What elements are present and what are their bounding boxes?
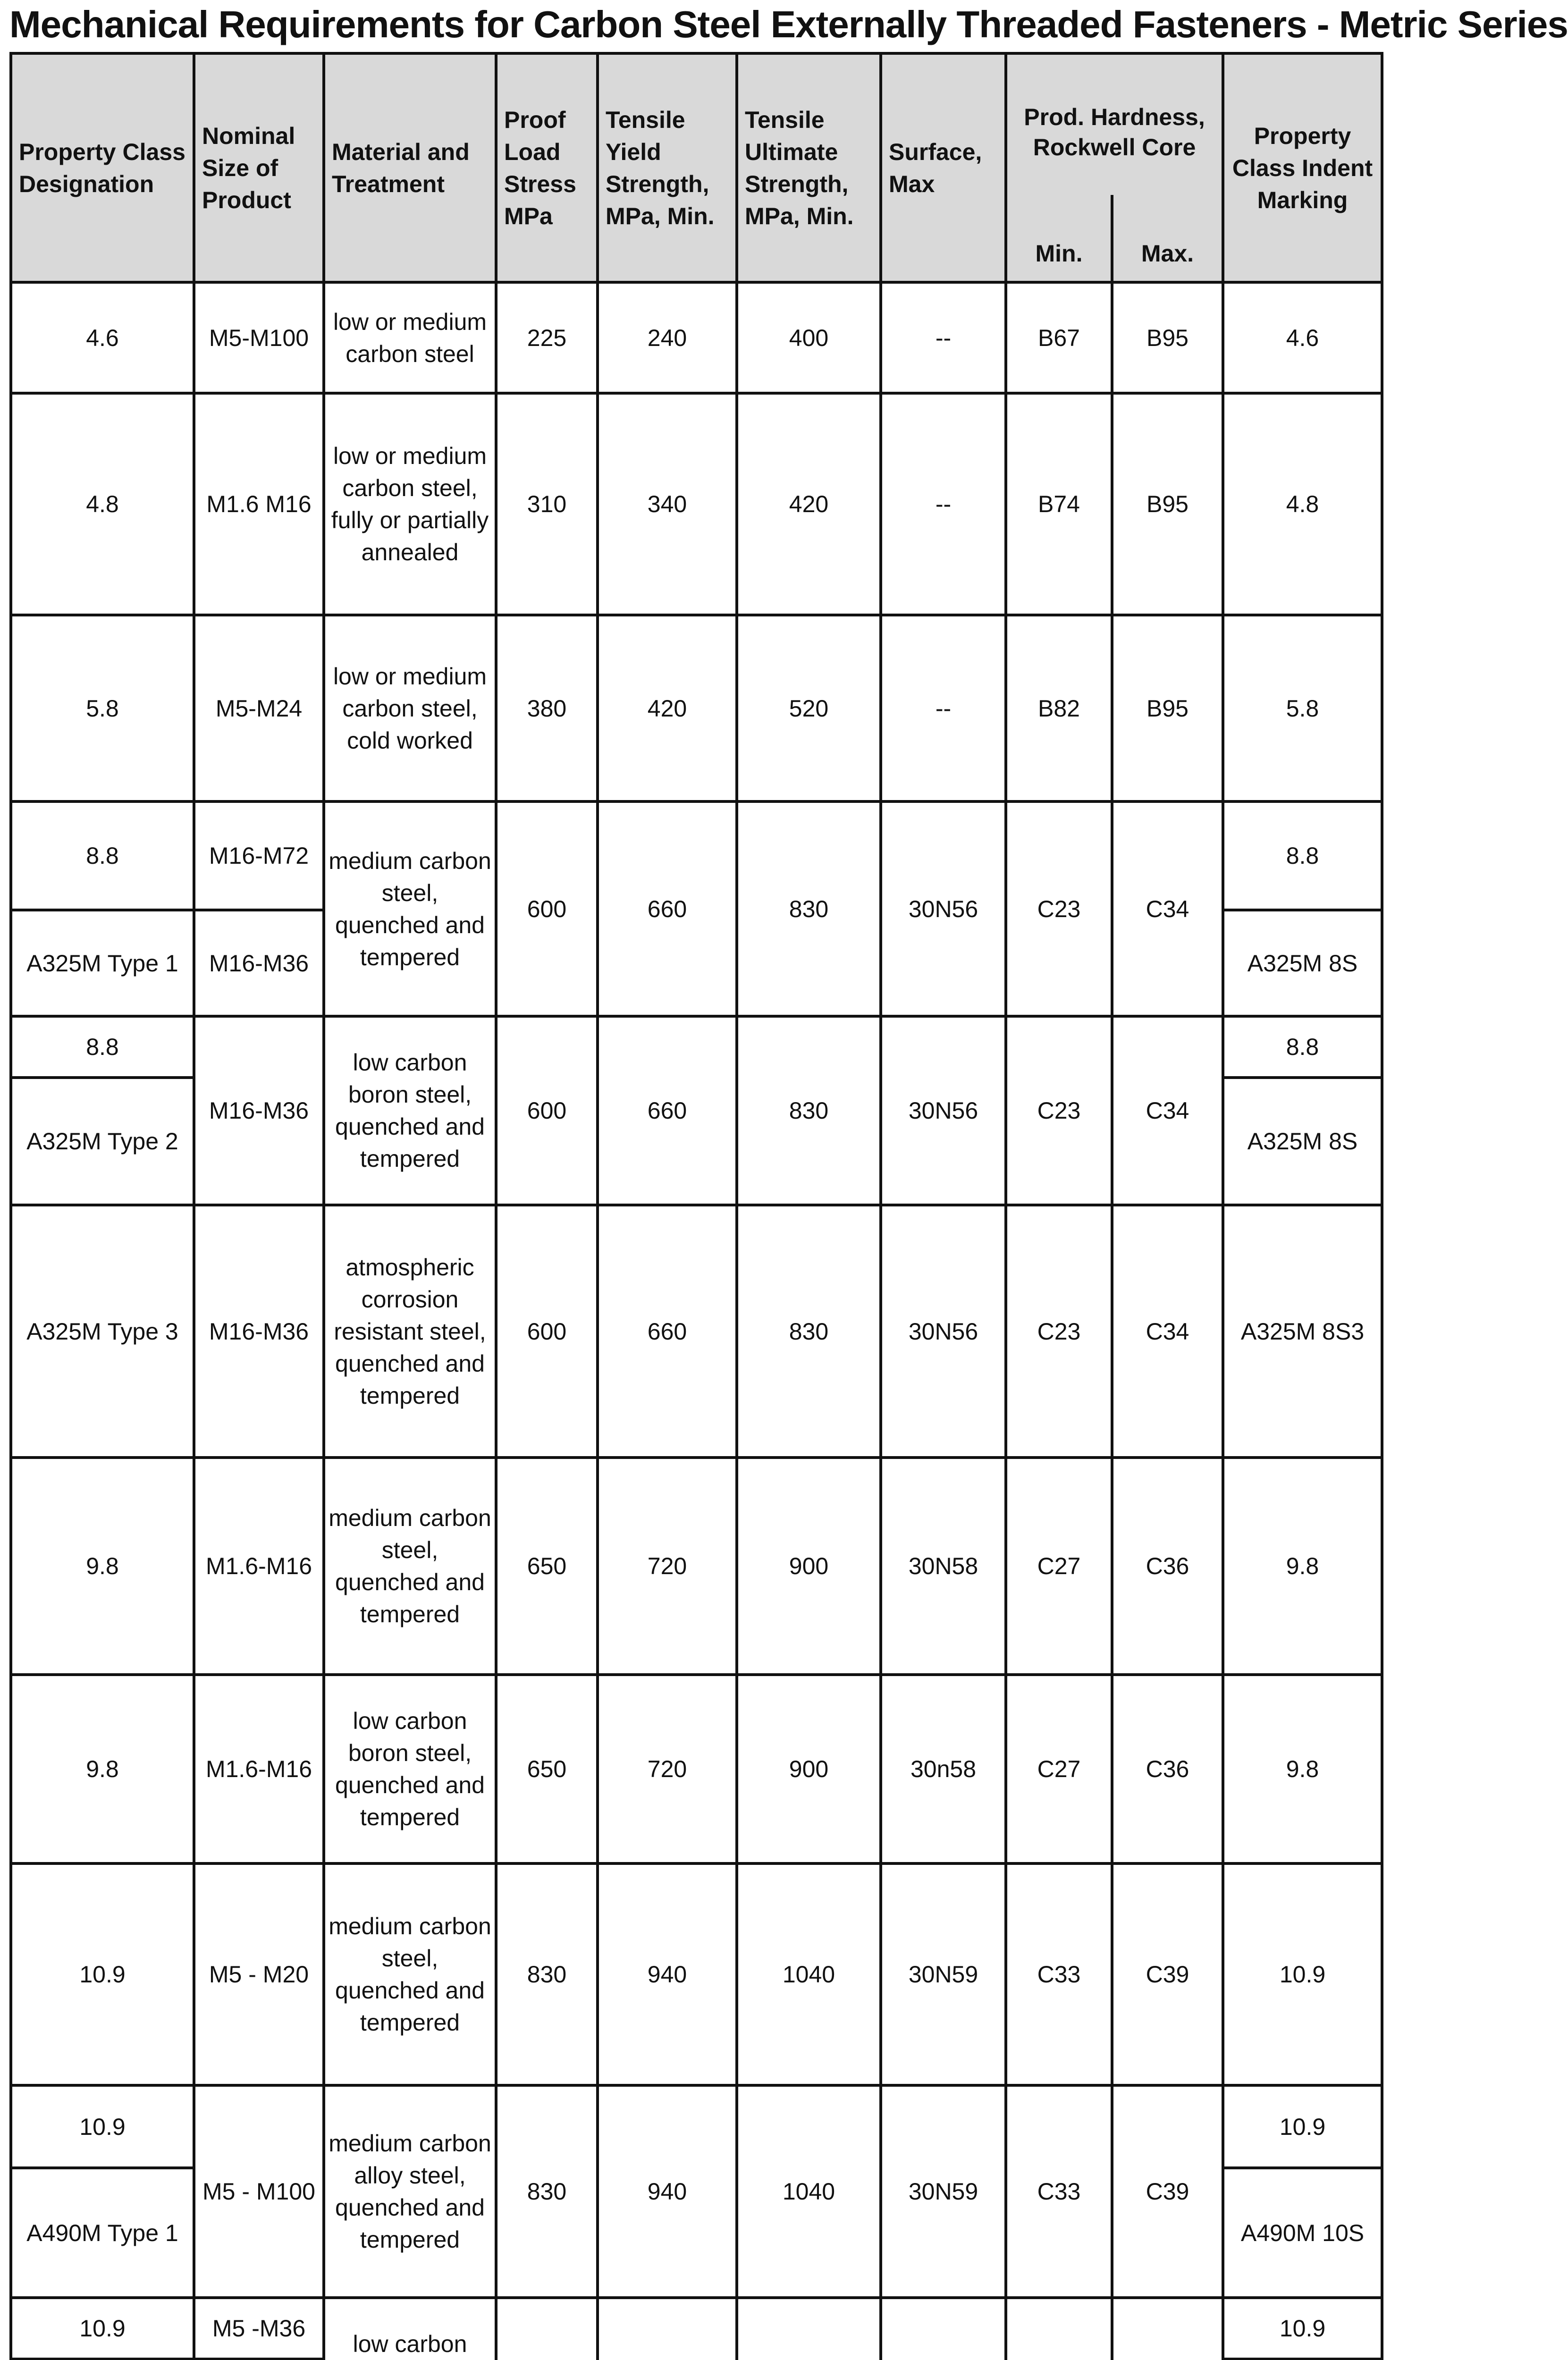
cell-proof-load: 600 <box>496 1016 598 1205</box>
cell-hardness-max: C39 <box>1112 2085 1223 2298</box>
cell-material: low or medium carbon steel <box>324 282 496 393</box>
cell-indent-marking: 8.8 <box>1223 1016 1382 1078</box>
cell-hardness-max: B95 <box>1112 393 1223 615</box>
cell-tensile-ultimate: 1040 <box>737 1863 881 2085</box>
cell-surface: 30N59 <box>881 2085 1006 2298</box>
table-row <box>11 2298 1382 2359</box>
cell-proof-load: 830 <box>496 2085 598 2298</box>
cell-hardness-max: C36 <box>1112 1458 1223 1675</box>
cell-hardness-max: C36 <box>1112 1675 1223 1863</box>
cell-material: low or medium carbon steel, cold worked <box>324 615 496 801</box>
cell-property-class: A325M Type 1 <box>11 910 194 1016</box>
cell-surface <box>881 2298 1006 2360</box>
table-row <box>11 2085 1382 2168</box>
cell-proof-load: 600 <box>496 801 598 1016</box>
cell-indent-marking: 10.9 <box>1223 1863 1382 2085</box>
cell-property-class: 9.8 <box>11 1458 194 1675</box>
cell-nominal-size: M16-M36 <box>194 1016 324 1205</box>
cell-indent-marking: 8.8 <box>1223 801 1382 910</box>
cell-tensile-ultimate: 900 <box>737 1458 881 1675</box>
page-title: Mechanical Requirements for Carbon Steel Externally Threaded Fasteners - Metric Series <box>9 3 1568 45</box>
table-row <box>11 1458 1382 1675</box>
cell-tensile-yield: 660 <box>598 1016 737 1205</box>
cell-tensile-yield: 940 <box>598 1863 737 2085</box>
cell-surface: -- <box>881 282 1006 393</box>
cell-indent-marking: 5.8 <box>1223 615 1382 801</box>
table-row <box>11 801 1382 910</box>
cell-hardness-min <box>1006 2298 1112 2360</box>
header-tensile-yield: Tensile Yield Strength, MPa, Min. <box>598 53 737 282</box>
cell-surface: 30N56 <box>881 1016 1006 1205</box>
cell-surface: -- <box>881 615 1006 801</box>
cell-hardness-max: C34 <box>1112 1016 1223 1205</box>
cell-hardness-min: B82 <box>1006 615 1112 801</box>
cell-hardness-min: C27 <box>1006 1675 1112 1863</box>
cell-material: medium carbon alloy steel, quenched and tempered <box>324 2085 496 2298</box>
cell-surface: -- <box>881 393 1006 615</box>
cell-hardness-min: C23 <box>1006 801 1112 1016</box>
cell-property-class: 8.8 <box>11 801 194 910</box>
cell-material: low carbon boron steel, quenched and tempered <box>324 1016 496 1205</box>
cell-hardness-min: C33 <box>1006 2085 1112 2298</box>
cell-property-class: 10.9 <box>11 2085 194 2168</box>
cell-hardness-max: C39 <box>1112 1863 1223 2085</box>
cell-nominal-size: M5 -M36 <box>194 2298 324 2359</box>
cell-hardness-min: B67 <box>1006 282 1112 393</box>
cell-nominal-size: M5 - M100 <box>194 2085 324 2298</box>
table-row <box>11 282 1382 393</box>
cell-hardness-min: C27 <box>1006 1458 1112 1675</box>
cell-tensile-ultimate <box>737 2298 881 2360</box>
cell-nominal-size: M5-M100 <box>194 282 324 393</box>
cell-tensile-ultimate: 420 <box>737 393 881 615</box>
cell-indent-marking: A325M 8S <box>1223 910 1382 1016</box>
cell-nominal-size: M1.6-M16 <box>194 1458 324 1675</box>
cell-hardness-max: B95 <box>1112 282 1223 393</box>
cell-material: low carbon <box>324 2298 496 2360</box>
cell-hardness-max: C34 <box>1112 801 1223 1016</box>
cell-hardness-min: C23 <box>1006 1016 1112 1205</box>
cell-tensile-yield: 720 <box>598 1675 737 1863</box>
cell-proof-load: 650 <box>496 1458 598 1675</box>
cell-indent-marking: 4.6 <box>1223 282 1382 393</box>
cell-property-class: 5.8 <box>11 615 194 801</box>
cell-tensile-yield: 660 <box>598 1205 737 1458</box>
cell-property-class: 4.6 <box>11 282 194 393</box>
cell-material: medium carbon steel, quenched and tempered <box>324 801 496 1016</box>
header-hardness-min: Min. <box>1006 195 1112 282</box>
cell-proof-load: 600 <box>496 1205 598 1458</box>
cell-material: medium carbon steel, quenched and tempered <box>324 1458 496 1675</box>
cell-tensile-ultimate: 900 <box>737 1675 881 1863</box>
cell-surface: 30N56 <box>881 801 1006 1016</box>
cell-tensile-ultimate: 830 <box>737 1205 881 1458</box>
cell-material: low carbon boron steel, quenched and tempered <box>324 1675 496 1863</box>
cell-tensile-ultimate: 400 <box>737 282 881 393</box>
cell-proof-load: 650 <box>496 1675 598 1863</box>
cell-tensile-yield: 240 <box>598 282 737 393</box>
cell-proof-load: 225 <box>496 282 598 393</box>
cell-surface: 30n58 <box>881 1675 1006 1863</box>
cell-tensile-yield: 720 <box>598 1458 737 1675</box>
cell-surface: 30N59 <box>881 1863 1006 2085</box>
table-row <box>11 1675 1382 1863</box>
cell-surface: 30N56 <box>881 1205 1006 1458</box>
cell-hardness-min: C23 <box>1006 1205 1112 1458</box>
cell-tensile-yield: 940 <box>598 2085 737 2298</box>
mechanical-requirements-table <box>9 52 1383 2360</box>
cell-property-class: A490M Type 1 <box>11 2168 194 2298</box>
cell-tensile-yield: 340 <box>598 393 737 615</box>
header-indent-marking: Property Class Indent Marking <box>1223 53 1382 282</box>
cell-indent-marking: 4.8 <box>1223 393 1382 615</box>
cell-material: medium carbon steel, quenched and tempered <box>324 1863 496 2085</box>
cell-indent-marking: 9.8 <box>1223 1458 1382 1675</box>
cell-tensile-yield <box>598 2298 737 2360</box>
table-row <box>11 615 1382 801</box>
table-row <box>11 1205 1382 1458</box>
header-nominal-size: Nominal Size of Product <box>194 53 324 282</box>
cell-property-class: A325M Type 3 <box>11 1205 194 1458</box>
cell-property-class: 10.9 <box>11 2298 194 2359</box>
header-proof-load-stress: Proof Load Stress MPa <box>496 53 598 282</box>
cell-nominal-size: M1.6 M16 <box>194 393 324 615</box>
cell-hardness-max <box>1112 2298 1223 2360</box>
cell-property-class: 4.8 <box>11 393 194 615</box>
cell-proof-load: 380 <box>496 615 598 801</box>
cell-property-class: 9.8 <box>11 1675 194 1863</box>
cell-tensile-yield: 660 <box>598 801 737 1016</box>
header-hardness-group: Prod. Hardness, Rockwell Core <box>1006 53 1223 195</box>
cell-hardness-min: C33 <box>1006 1863 1112 2085</box>
cell-nominal-size: M16-M36 <box>194 910 324 1016</box>
cell-material: low or medium carbon steel, fully or partially annealed <box>324 393 496 615</box>
header-property-class: Property Class Designation <box>11 53 194 282</box>
cell-tensile-ultimate: 830 <box>737 1016 881 1205</box>
cell-tensile-ultimate: 520 <box>737 615 881 801</box>
cell-nominal-size: M16-M72 <box>194 801 324 910</box>
table-row <box>11 1016 1382 1078</box>
cell-indent-marking: A325M 8S3 <box>1223 1205 1382 1458</box>
cell-indent-marking: 10.9 <box>1223 2298 1382 2359</box>
header-material-treatment: Material and Treatment <box>324 53 496 282</box>
cell-surface: 30N58 <box>881 1458 1006 1675</box>
cell-nominal-size: M16-M36 <box>194 1205 324 1458</box>
cell-hardness-min: B74 <box>1006 393 1112 615</box>
cell-indent-marking: A325M 8S <box>1223 1078 1382 1205</box>
table-row <box>11 1863 1382 2085</box>
header-tensile-ultimate: Tensile Ultimate Strength, MPa, Min. <box>737 53 881 282</box>
cell-material: atmospheric corrosion resistant steel, quenched and tempered <box>324 1205 496 1458</box>
cell-tensile-ultimate: 830 <box>737 801 881 1016</box>
cell-property-class: 8.8 <box>11 1016 194 1078</box>
cell-proof-load: 830 <box>496 1863 598 2085</box>
cell-nominal-size: M1.6-M16 <box>194 1675 324 1863</box>
cell-property-class: 10.9 <box>11 1863 194 2085</box>
cell-nominal-size: M5-M24 <box>194 615 324 801</box>
cell-proof-load: 310 <box>496 393 598 615</box>
cell-hardness-max: B95 <box>1112 615 1223 801</box>
table-row <box>11 393 1382 615</box>
cell-tensile-ultimate: 1040 <box>737 2085 881 2298</box>
header-hardness-max: Max. <box>1112 195 1223 282</box>
cell-indent-marking: 10.9 <box>1223 2085 1382 2168</box>
cell-indent-marking: A490M 10S <box>1223 2168 1382 2298</box>
cell-proof-load <box>496 2298 598 2360</box>
cell-indent-marking: 9.8 <box>1223 1675 1382 1863</box>
cell-nominal-size: M5 - M20 <box>194 1863 324 2085</box>
cell-tensile-yield: 420 <box>598 615 737 801</box>
cell-property-class: A325M Type 2 <box>11 1078 194 1205</box>
cell-hardness-max: C34 <box>1112 1205 1223 1458</box>
header-surface-max: Surface, Max <box>881 53 1006 282</box>
